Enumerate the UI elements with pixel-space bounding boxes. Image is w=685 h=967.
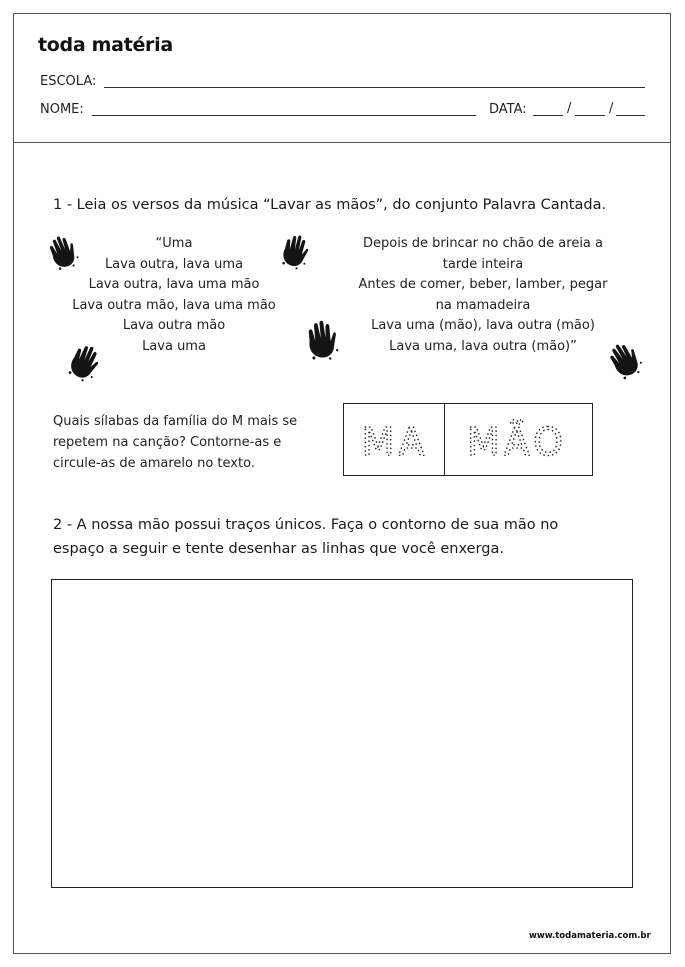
date-day-field[interactable] — [533, 115, 563, 116]
prompt-line: espaço a seguir e tente desenhar as linhas que você enxerga. — [53, 541, 504, 557]
verse-right — [343, 234, 623, 357]
date-label: DATA: — [489, 102, 527, 117]
date-separator: / — [609, 101, 614, 116]
handprint-icon — [66, 343, 102, 383]
verse-line: Lava outra mão — [122, 318, 226, 333]
date-month-field[interactable] — [575, 115, 605, 116]
name-label: NOME: — [40, 102, 84, 117]
verse-line: Lava outra, lava uma mão — [88, 277, 260, 292]
date-separator: / — [567, 101, 572, 116]
date-year-field[interactable] — [616, 115, 645, 116]
verse-line: Lava uma, lava outra (mão)” — [389, 338, 577, 354]
drawing-area[interactable] — [51, 579, 633, 888]
handprint-icon — [46, 233, 80, 273]
verse-line: tarde inteira — [442, 256, 524, 272]
question-line: Quais sílabas da família do M mais se — [53, 414, 298, 429]
question-line: repetem na canção? Contorne-as e — [53, 435, 282, 450]
verse-line: Antes de comer, beber, lamber, pegar — [358, 277, 608, 292]
footer-url: www.todamateria.com.br — [529, 931, 651, 941]
verse-left — [58, 234, 290, 357]
header-divider — [13, 142, 671, 143]
question-1-prompt: 1 - Leia os versos da música “Lavar as mãos”, do conjunto Palavra Cantada. — [53, 197, 607, 213]
verse-line: Lava outra, lava uma — [104, 256, 244, 272]
verse-line: Lava outra mão, lava uma mão — [72, 297, 276, 313]
traceable-syllables[interactable] — [345, 405, 591, 474]
handprint-icon — [302, 318, 342, 364]
verse-line: Depois de brincar no chão de areia a — [363, 236, 603, 251]
handprint-icon — [607, 341, 643, 381]
syllable-ma[interactable]: MA — [361, 420, 429, 464]
brand-logo: toda matéria — [38, 34, 173, 56]
verse-line: Lava uma — [142, 338, 206, 354]
name-field[interactable] — [92, 115, 476, 116]
handprint-icon — [278, 232, 312, 272]
syllable-question — [53, 411, 323, 474]
syllable-mao[interactable]: MÃO — [466, 420, 568, 464]
question-2-prompt — [53, 513, 558, 561]
question-line: circule-as de amarelo no texto. — [53, 456, 255, 471]
verse-line: na mamadeira — [435, 297, 531, 313]
verse-line: Lava uma (mão), lava outra (mão) — [371, 318, 595, 333]
school-label: ESCOLA: — [40, 74, 97, 89]
verse-line: “Uma — [155, 236, 193, 251]
prompt-line: 2 - A nossa mão possui traços únicos. Faça o contorno de sua mão no — [53, 517, 559, 533]
school-field[interactable] — [104, 87, 645, 88]
